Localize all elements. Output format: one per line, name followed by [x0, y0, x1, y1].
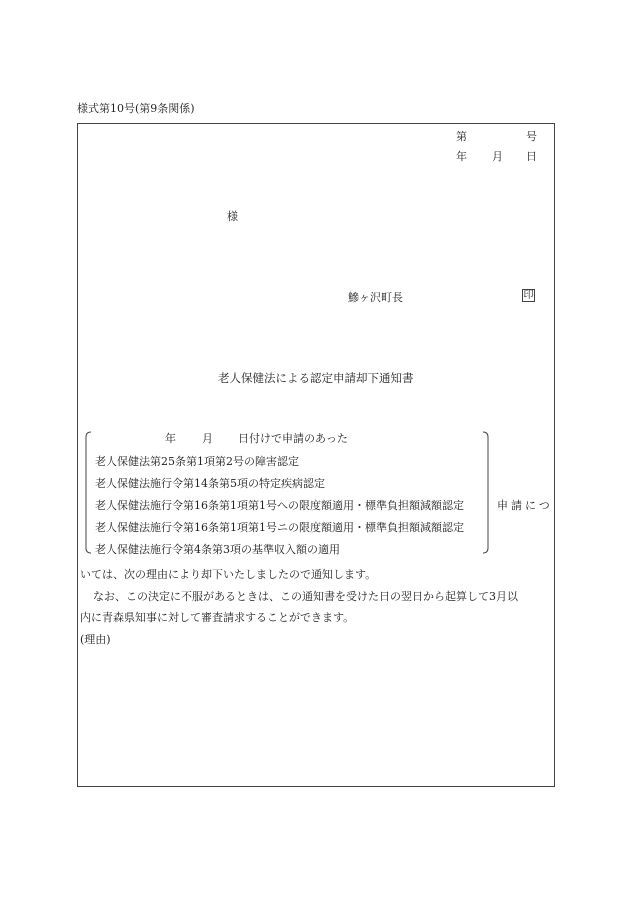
number-prefix: 第 [456, 130, 467, 143]
side-text: 申請につ [497, 499, 553, 512]
issuer-name: 鰺ヶ沢町長 [348, 291, 403, 304]
document-title: 老人保健法による認定申請却下通知書 [218, 371, 414, 385]
application-date-month: 月 [202, 432, 213, 445]
body-line-1: いては、次の理由により却下いたしましたので通知します。 [80, 568, 377, 581]
list-item: 老人保健法施行令第16条第1項第1号ニの限度額適用・標準負担額減額認定 [95, 521, 464, 534]
list-item: 老人保健法第25条第1項第2号の障害認定 [95, 455, 299, 468]
list-item: 老人保健法施行令第16条第1項第1号への限度額適用・標準負担額減額認定 [95, 499, 464, 512]
list-item: 老人保健法施行令第14条第5項の特定疾病認定 [95, 477, 325, 490]
reason-label: (理由) [80, 633, 111, 646]
list-item: 老人保健法施行令第4条第3項の基準収入額の適用 [95, 543, 340, 556]
application-date-year: 年 [165, 432, 176, 445]
body-line-2: なお、この決定に不服があるときは、この通知書を受けた日の翌日から起算して3月以 [93, 590, 518, 603]
seal-mark: 印 [523, 290, 534, 301]
number-suffix: 号 [526, 130, 537, 143]
date-year: 年 [456, 150, 467, 163]
addressee-honorific: 様 [227, 210, 238, 223]
body-line-3: 内に青森県知事に対して審査請求することができます。 [80, 611, 355, 624]
date-day: 日 [526, 150, 537, 163]
form-number-label: 様式第10号(第9条関係) [77, 102, 195, 115]
application-date-text: 日付けで申請のあった [238, 432, 348, 445]
date-month: 月 [492, 150, 503, 163]
